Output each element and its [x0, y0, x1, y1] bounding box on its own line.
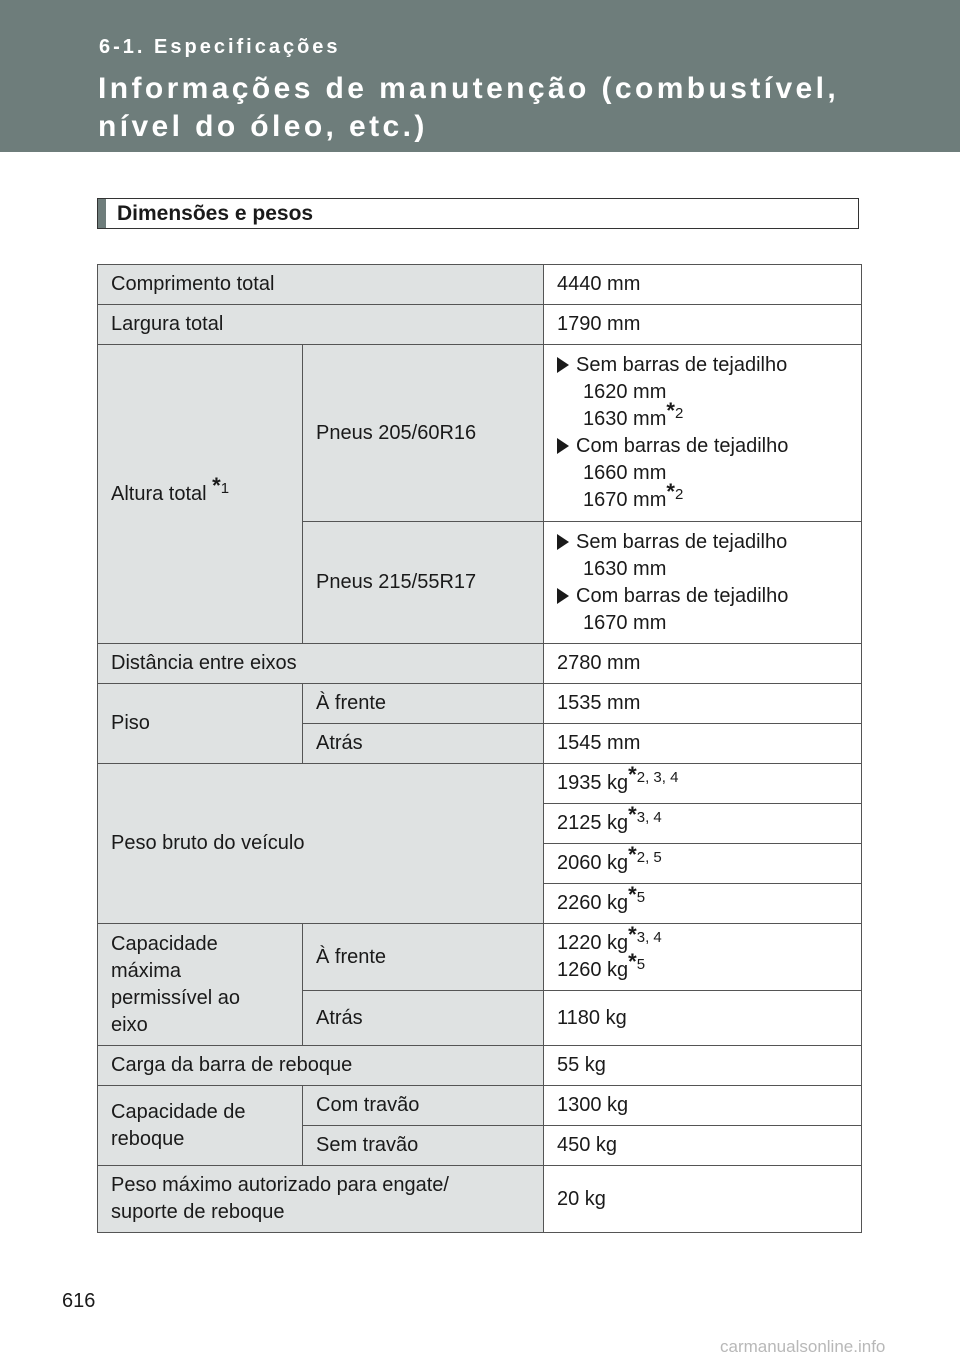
- altura-label: Altura total: [111, 482, 207, 505]
- height-value: 1620 mm: [583, 381, 667, 403]
- row-value: 2260 $kg^{*5}$: [544, 884, 862, 924]
- table-row: [98, 684, 862, 724]
- height-value: 1630 $mm^{*2}$: [583, 398, 684, 430]
- row-value: 2780 mm: [544, 644, 862, 684]
- asterisk: *: [628, 802, 637, 827]
- sub-label: Atrás: [303, 991, 544, 1046]
- asterisk: *: [666, 479, 675, 504]
- row-value: 1935 kg$^{*2, 3, 4}$: [544, 764, 862, 804]
- row-value: 20 kg: [544, 1166, 862, 1233]
- bullet-item: Com barras de tejadilho: [557, 583, 848, 610]
- row-value: 450 kg: [544, 1126, 862, 1166]
- footnote-ref: *1: [212, 472, 230, 498]
- table-row: [98, 305, 862, 345]
- row-label: Peso máximo autorizado para engate/ suporte de reboque: [98, 1166, 544, 1233]
- tire-size-label: Pneus 205/60R16: [303, 345, 544, 522]
- row-value: 4440 mm: [544, 265, 862, 305]
- footnote-ref: *3, 4: [628, 922, 662, 947]
- height-value: 1630 mm: [583, 557, 667, 580]
- row-value: 2125 kg$^{*3, 4}$: [544, 804, 862, 844]
- specs-table: [97, 264, 862, 1233]
- sub-label: Atrás: [303, 724, 544, 764]
- page-title-line-2: nível do óleo, etc.): [98, 110, 428, 143]
- footnote-ref: *5: [628, 949, 646, 974]
- section-label: 6-1. Especificações: [99, 36, 341, 58]
- asterisk: *: [212, 472, 221, 498]
- table-row: [98, 265, 862, 305]
- height-values-cell: [544, 345, 862, 522]
- table-row: [98, 1086, 862, 1126]
- sub-label: À frente: [303, 684, 544, 724]
- subheading-text: Dimensões e pesos: [117, 202, 314, 225]
- chapter-header: [0, 0, 960, 152]
- arrow-bullet-icon: [557, 534, 569, 550]
- sub-label: À frente: [303, 924, 544, 991]
- page-number: 616: [62, 1290, 96, 1312]
- height-value: 1670 $mm^{*2}$: [583, 479, 684, 511]
- table-row: [98, 924, 862, 991]
- tire-size-label: Pneus 215/55R17: [303, 522, 544, 644]
- table-row: [98, 644, 862, 684]
- footnote-ref: *5: [628, 882, 646, 907]
- footnote-ref: *2: [666, 398, 684, 423]
- sub-label: Com travão: [303, 1086, 544, 1126]
- row-label: Peso bruto do veículo: [98, 764, 544, 924]
- row-value: 1535 mm: [544, 684, 862, 724]
- height-values-cell: [544, 522, 862, 644]
- sub-label: Sem travão: [303, 1126, 544, 1166]
- row-label: Capacidade máxima permissível ao eixo: [98, 924, 303, 1046]
- asterisk: *: [628, 949, 637, 974]
- table-row: [98, 1166, 862, 1233]
- row-value: 55 kg: [544, 1046, 862, 1086]
- row-value: 1180 kg: [544, 991, 862, 1046]
- row-label: Piso: [98, 684, 303, 764]
- page-title: [98, 70, 839, 146]
- page-title-line-1: Informações de manutenção (combustível,: [98, 72, 840, 105]
- subheading-box: [97, 198, 859, 229]
- row-label: Carga da barra de reboque: [98, 1046, 544, 1086]
- asterisk: *: [628, 922, 637, 947]
- row-value: 1790 mm: [544, 305, 862, 345]
- row-value: 1545 mm: [544, 724, 862, 764]
- subheading-bar: [98, 199, 106, 228]
- bullet-item: Sem barras de tejadilho: [557, 352, 848, 379]
- footnote-ref: *2: [666, 479, 684, 504]
- table-row: [98, 345, 862, 522]
- height-value: 1670 mm: [583, 611, 667, 634]
- footnote-ref: *3, 4: [628, 802, 662, 827]
- row-value: 2060 kg$^{*2, 5}$: [544, 844, 862, 884]
- asterisk: *: [666, 398, 675, 423]
- altura-label-cell: [98, 345, 303, 644]
- row-value: 1220 kg$^{*3, 4}$ 1260 $kg^{*5}$: [544, 924, 862, 991]
- bullet-item: Sem barras de tejadilho: [557, 529, 848, 556]
- height-value: 1660 mm: [583, 462, 667, 484]
- row-label: Comprimento total: [98, 265, 544, 305]
- row-label: Distância entre eixos: [98, 644, 544, 684]
- row-label: Largura total: [98, 305, 544, 345]
- arrow-bullet-icon: [557, 357, 569, 373]
- asterisk: *: [628, 842, 637, 867]
- arrow-bullet-icon: [557, 438, 569, 454]
- watermark: carmanualsonline.info: [720, 1337, 886, 1356]
- footnote-ref: *2, 3, 4: [628, 762, 679, 787]
- row-value: 1300 kg: [544, 1086, 862, 1126]
- row-label: Capacidade de reboque: [98, 1086, 303, 1166]
- table-row: [98, 1046, 862, 1086]
- footnote-ref: *2, 5: [628, 842, 662, 867]
- asterisk: *: [628, 882, 637, 907]
- asterisk: *: [628, 762, 637, 787]
- table-row: [98, 764, 862, 804]
- arrow-bullet-icon: [557, 588, 569, 604]
- bullet-item: Com barras de tejadilho: [557, 433, 848, 460]
